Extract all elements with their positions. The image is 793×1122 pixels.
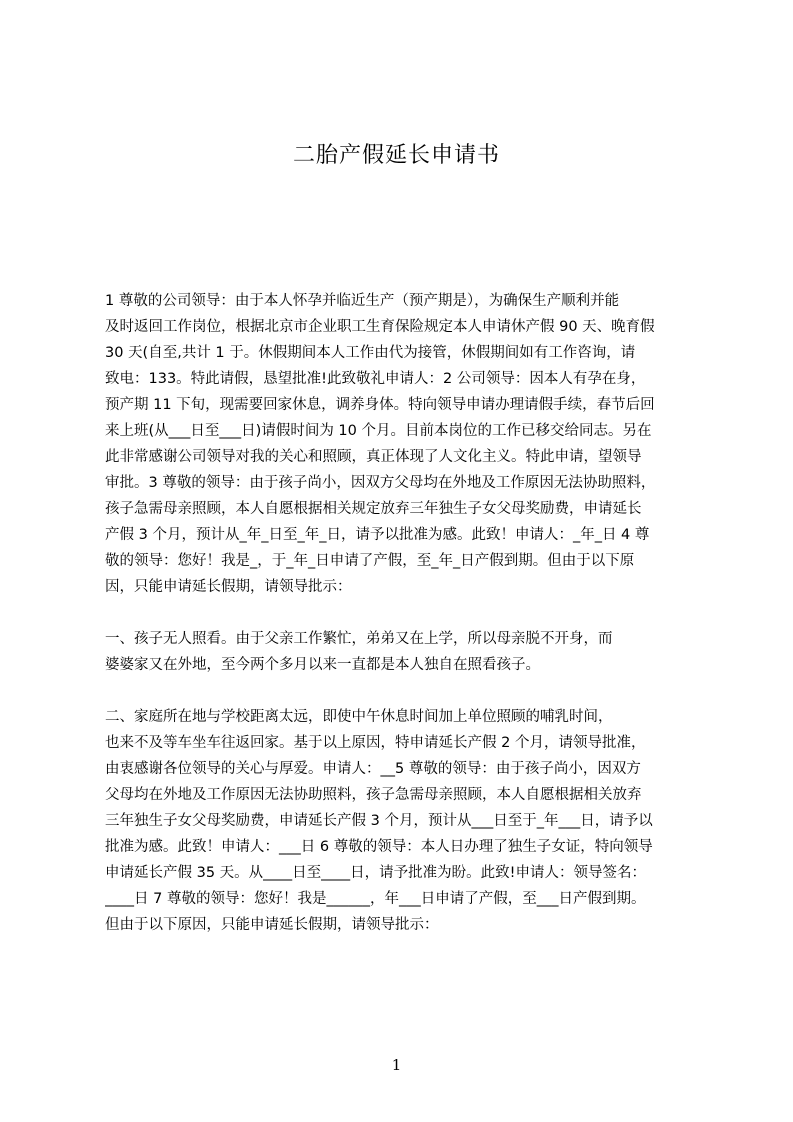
- body-line: 父母均在外地及工作原因无法协助照料，孩子急需母亲照顾，本人自愿根据相关放弃: [105, 787, 642, 803]
- paragraph-gap: [105, 600, 698, 626]
- body-line: 此非常感谢公司领导对我的关心和照顾，真正体现了人文化主义。特此申请，望领导: [105, 449, 642, 465]
- body-line: 因，只能申请延长假期，请领导批示：: [105, 579, 352, 595]
- page-number: 1: [391, 1056, 402, 1074]
- body-line: 婆婆家又在外地，至今两个多月以来一直都是本人独自在照看孩子。: [105, 657, 540, 673]
- body-line: 及时返回工作岗位，根据北京市企业职工生育保险规定本人申请休产假 90 天、晚育假: [105, 319, 655, 335]
- body-line: 敬的领导：您好！我是_，于_年_日申请了产假，至_年_日产假到期。但由于以下原: [105, 553, 635, 569]
- body-line: 来上班(从___日至___日)请假时间为 10 个月。目前本岗位的工作已移交给同志。另在: [105, 423, 652, 439]
- body-line: 由衷感谢各位领导的关心与厚爱。申请人：__5 尊敬的领导：由于孩子尚小，因双方: [105, 761, 641, 777]
- body-line: 但由于以下原因，只能申请延长假期，请领导批示：: [105, 917, 439, 933]
- body-line: 一、孩子无人照看。由于父亲工作繁忙，弟弟又在上学，所以母亲脱不开身，而: [105, 631, 613, 647]
- body-line: 预产期 11 下旬，现需要回家休息，调养身体。特向领导申请办理请假手续，春节后回: [105, 397, 655, 413]
- body-line: 批准为感。此致！申请人：___日 6 尊敬的领导：本人日办理了独生子女证，特向领导: [105, 839, 653, 855]
- body-line: 30 天(自至,共计 1 于。休假期间本人工作由代为接管，休假期间如有工作咨询，请: [105, 345, 636, 361]
- body-line: 也来不及等车坐车往返回家。基于以上原因，特申请延长产假 2 个月，请领导批准，: [105, 735, 646, 751]
- body-line: 申请延长产假 35 天。从____日至____日，请予批准为盼。此致!申请人：领导签名：: [105, 865, 646, 881]
- body-line: ____日 7 尊敬的领导：您好！我是______，年___日申请了产假，至___日产假到期。: [105, 891, 646, 907]
- paragraph-gap: [105, 678, 698, 704]
- body-line: 审批。3 尊敬的领导：由于孩子尚小，因双方父母均在外地及工作原因无法协助照料，: [105, 475, 656, 491]
- body-line: 1 尊敬的公司领导：由于本人怀孕并临近生产（预产期是），为确保生产顺利并能: [105, 293, 620, 309]
- body-line: 三年独生子女父母奖励费，申请延长产假 3 个月，预计从___日至于_年___日，请予以: [105, 813, 653, 829]
- body-line: 致电：133。特此请假，恳望批准!此致敬礼申请人：2 公司领导：因本人有孕在身，: [105, 371, 646, 387]
- document-body: [105, 288, 698, 938]
- body-line: 二、家庭所在地与学校距离太远，即使中午休息时间加上单位照顾的哺乳时间，: [105, 709, 613, 725]
- body-line: 产假 3 个月，预计从_年_日至_年_日，请予以批准为感。此致！申请人：_年_日 4 尊: [105, 527, 650, 543]
- body-line: 孩子急需母亲照顾，本人自愿根据相关规定放弃三年独生子女父母奖励费，申请延长: [105, 501, 642, 517]
- document-title: 二胎产假延长申请书: [292, 143, 500, 168]
